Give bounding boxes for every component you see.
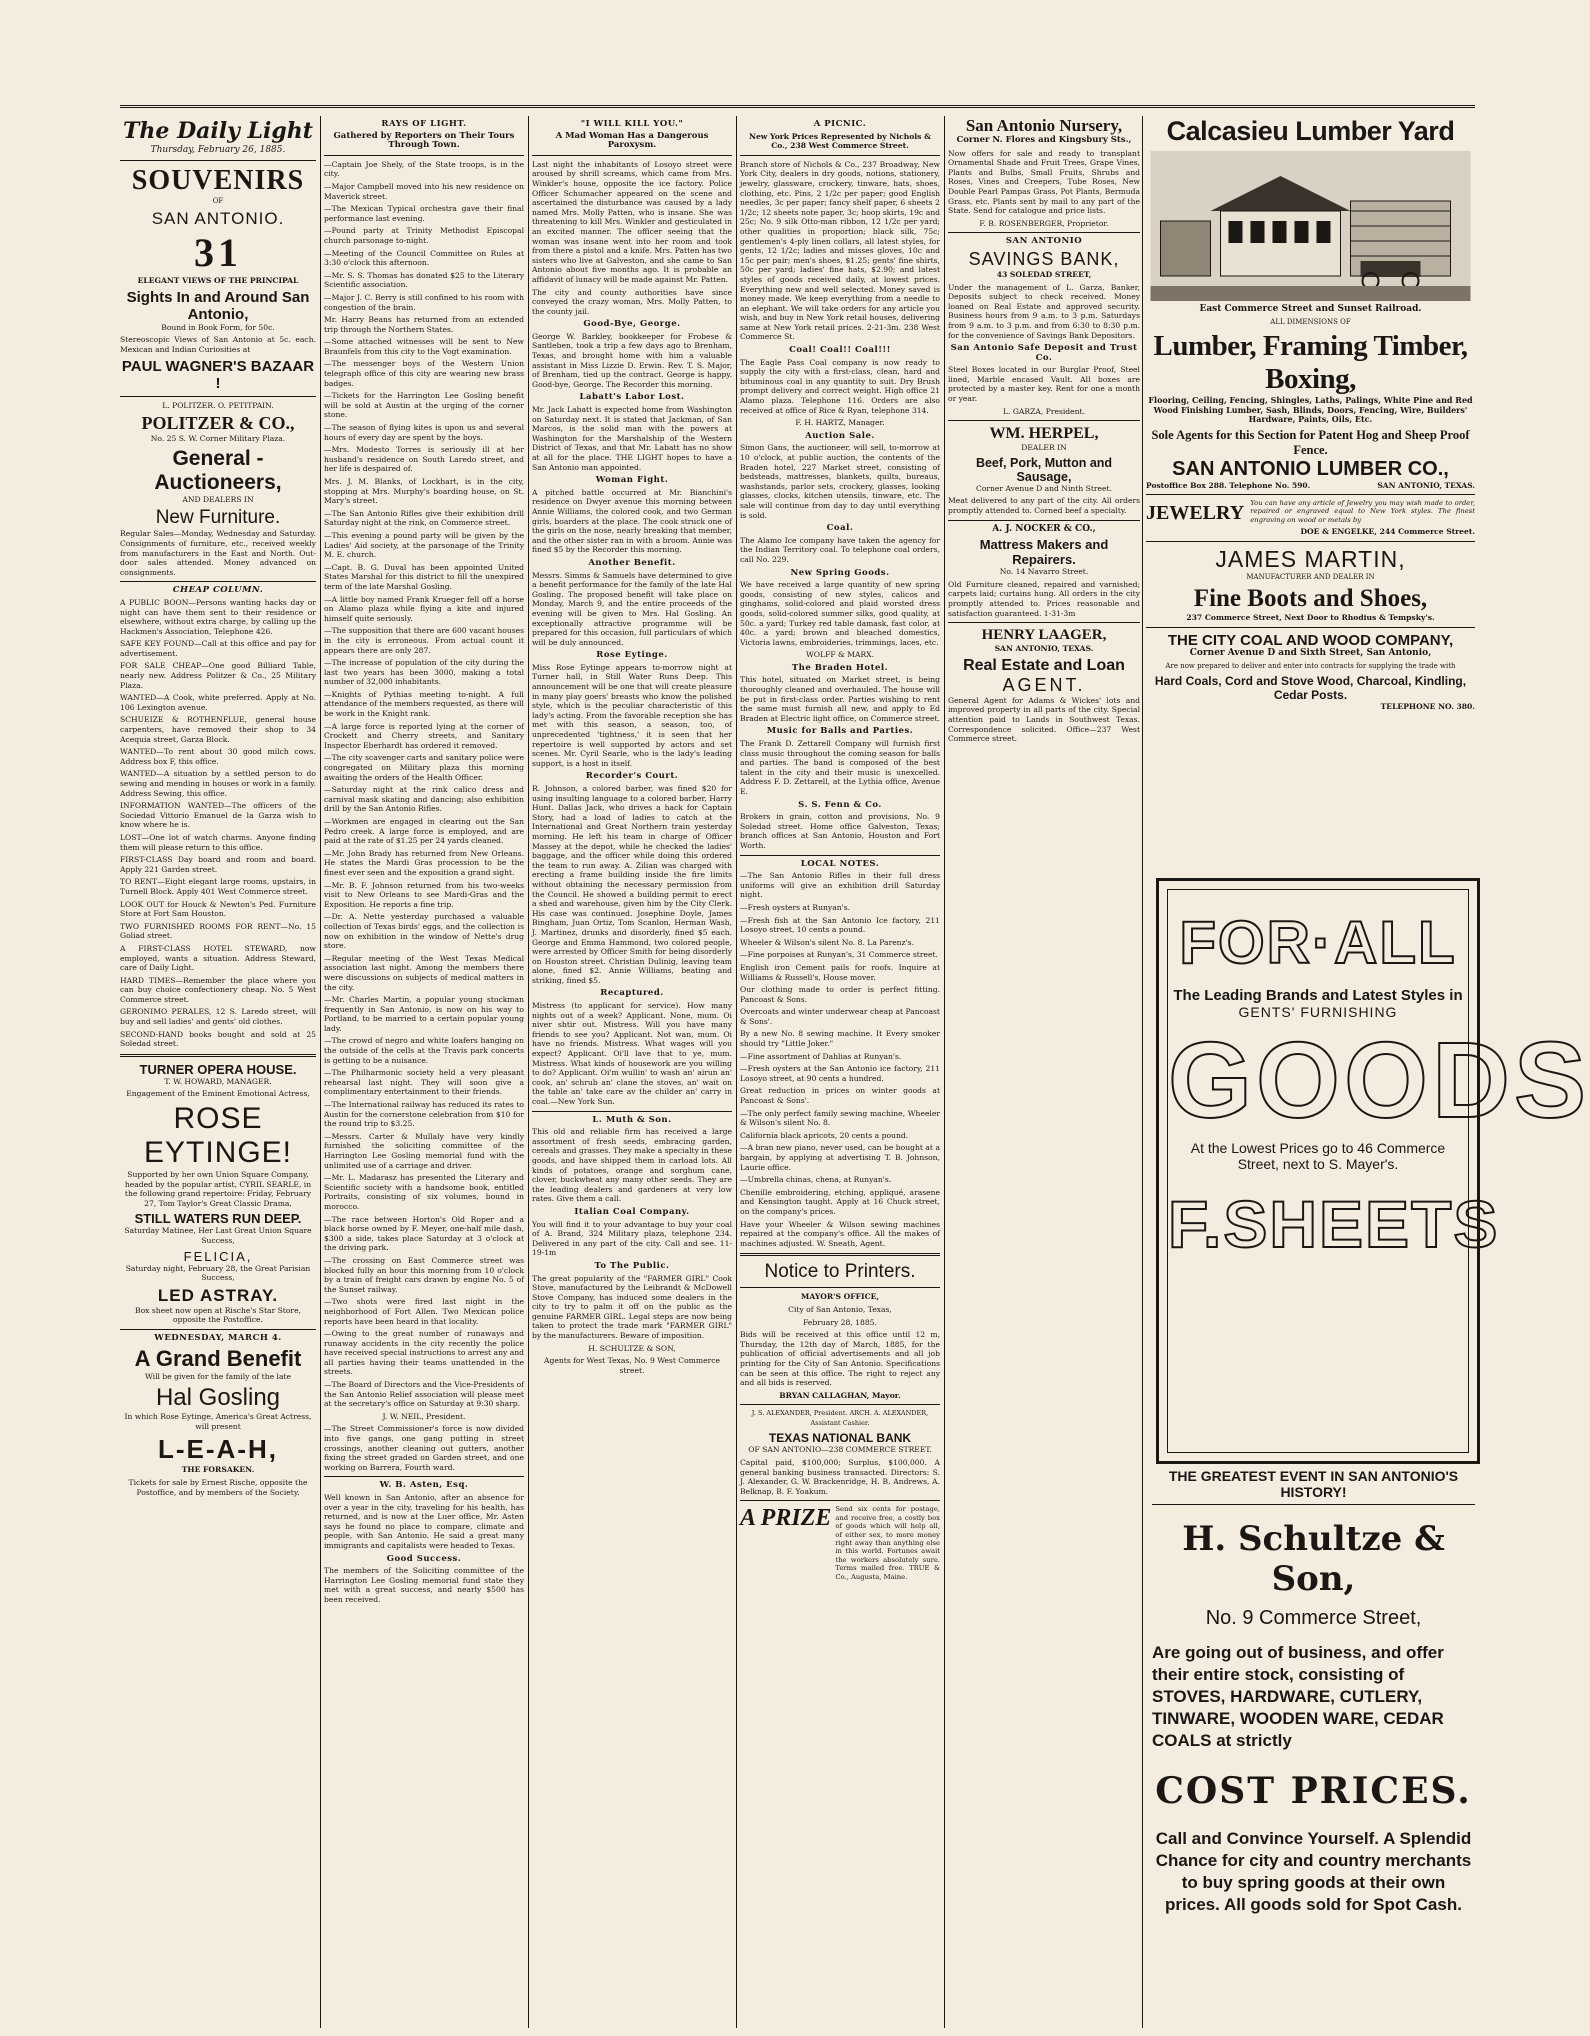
prize-title: A PRIZE — [740, 1505, 832, 1532]
muth-body: This old and reliable firm has received a large assortment of fresh seeds, embracing garden, cereals and grasses. They make a specialty in these goods, and have shipped them in carload lots. All kinds of potatoes, orange and sorghum cane, clover, buckwheat any many other seeds. They are the leading dealers and gardeners at very low rates. Give them a call. — [532, 1127, 732, 1204]
list-item: By a new No. 8 sewing machine. It Every smoker should try "Little Joker." — [740, 1029, 940, 1049]
sheets-advertisement — [1156, 878, 1590, 1464]
fenn-body: Brokers in grain, cotton and provisions, No. 9 Soledad street. Home office Galveston, Texas; branch offices at San Antonio, Houston and Fort Worth. — [740, 812, 940, 850]
safe-deposit-body: Steel Boxes located in our Burglar Proof, Steel lined, Marble encased Vault. All boxes are protected by a master key. Rent for one a month or year. — [948, 365, 1140, 404]
supported-note: Supported by her own Union Square Company, headed by the popular artist, CYRIL SEARLE, in the following grand repertoire: Friday, February 27, Tom Taylor's Great Classic Drama, — [124, 1170, 312, 1208]
list-item: Have your Wheeler & Wilson sewing machines repaired at the company's office. All the makes of machines adjusted. W. Sneath, Agent. — [740, 1219, 940, 1248]
rose-head: Rose Eytinge. — [596, 650, 668, 661]
nursery-body: Now offers for sale and ready to transplant Ornamental Shade and Fruit Trees, Grape Vines, Plants and Bulbs, Small Fruits, Shrubs and Roses, Vines and Creepers, Tube Roses, New Double Pearl Pampas Grass, Pot Plants, Bermuda Grass, etc. Plants sent by mail to any part of the State. Send for catalogue and price lists. — [948, 148, 1140, 216]
sheets-title: F.SHEETS — [1168, 1187, 1500, 1261]
list-item: —Fine assortment of Dahlias at Runyan's. — [740, 1051, 902, 1061]
list-item: A FIRST-CLASS HOTEL STEWARD, now employed, wants a situation. Address Steward, care of Daily Light. — [120, 943, 316, 973]
list-item: TWO FURNISHED ROOMS FOR RENT—No. 15 Goliad street. — [120, 921, 316, 941]
savings-city: SAN ANTONIO — [1005, 236, 1083, 247]
list-item: —The International railway has reduced its rates to Austin for the cornerstone celebration from $10 for the round trip to $3.25. — [324, 1100, 524, 1129]
lumber-yard-engraving — [1146, 151, 1475, 301]
newspaper-page — [120, 105, 1590, 2028]
list-item: INFORMATION WANTED—The officers of the Sociedad Vittorio Emanuel de la Garza wish to know where he is. — [120, 801, 316, 830]
sole-agents: Sole Agents for this Section for Patent Hog and Sheep Proof Fence. — [1151, 427, 1470, 457]
list-item: WANTED—To rent about 30 good milch cows. Address box F, this office. — [120, 747, 316, 766]
martin-sub: MANUFACTURER AND DEALER IN — [1246, 572, 1375, 581]
list-item: —Two shots were fired last night in the neighborhood of Fort Allen. Two Mexican police reports have been heard in that locality. — [324, 1297, 524, 1326]
elegant-views: ELEGANT VIEWS OF THE PRINCIPAL — [137, 276, 299, 286]
list-item: —Mr. B. F. Johnson returned from his two-weeks visit to New Orleans to see Mardi-Gras and the Exposition. He reports a fine trip. — [324, 880, 524, 909]
muth-head: L. Muth & Son. — [592, 1114, 672, 1125]
fenn-head: S. S. Fenn & Co. — [798, 799, 882, 810]
beef-title: Beef, Pork, Mutton and Sausage, — [975, 455, 1113, 484]
column-1 — [120, 116, 316, 2028]
beef-body: Meat delivered to any part of the city. All orders promptly attended to. Corned beef a specialty. — [948, 496, 1140, 516]
ice-coal-head: Coal. — [826, 523, 854, 534]
sights-title: Sights In and Around San Antonio, — [126, 288, 310, 323]
schultze-title: H. Schultze & Son, — [1182, 1519, 1445, 1599]
nursery-signature: F. B. ROSENBERGER, Proprietor. — [979, 218, 1109, 228]
list-item: —A little boy named Frank Krueger fell off a horse on Alamo plaza while flying a kite and injured himself quite seriously. — [324, 594, 524, 623]
schultze-address: No. 9 Commerce Street, — [1205, 1607, 1422, 1629]
rays-items — [324, 160, 524, 1473]
list-item: SECOND-HAND books bought and sold at 25 Soledad street. — [120, 1029, 316, 1049]
herpel-dealer: DEALER IN — [1021, 443, 1067, 453]
tickets-note: Tickets for sale by Ernest Rische, opposite the Postoffice, and by members of the Society. — [128, 1477, 308, 1497]
list-item: —Dr. A. Nette yesterday purchased a valuable collection of Texas birds' eggs, and the collection is now on exhibition in the window of Nette's drug store. — [324, 912, 524, 951]
list-item: —A bran new piano, never used, can be bought at a bargain, by applying at advertising T. B. Johnson, Laurie office. — [740, 1143, 940, 1172]
list-item: Mr. Harry Beans has returned from an extended trip through the Northern States. — [324, 315, 524, 334]
partners: L. POLITZER. O. PETITPAIN. — [162, 400, 274, 410]
braden-head: The Braden Hotel. — [791, 662, 889, 673]
cost-prices: COST PRICES. — [1155, 1770, 1472, 1812]
schultze-agents: Agents for West Texas, No. 9 West Commerce street. — [544, 1356, 720, 1375]
sa-lumber-co-title: SAN ANTONIO LUMBER CO., — [1172, 457, 1449, 480]
list-item: —The San Antonio Rifles give their exhibition drill Saturday night at the rink, on Commerce street. — [324, 508, 524, 528]
will-kill-body-2: The city and county authorities have since conveyed the crazy woman, Mrs. Molly Patten, to the county jail. — [532, 287, 732, 316]
spring-signature: WOLFF & MARX. — [806, 650, 874, 660]
bank-address: OF SAN ANTONIO—238 COMMERCE STREET. — [748, 1445, 932, 1455]
list-item: Overcoats and winter underwear cheap at Pancoast & Sons'. — [740, 1007, 940, 1026]
bazaar-title: PAUL WAGNER'S BAZAAR ! — [121, 357, 315, 392]
mattress-address: No. 14 Navarro Street. — [999, 567, 1089, 577]
laager-title: HENRY LAAGER, — [981, 627, 1107, 644]
coal-co-address: Corner Avenue D and Sixth Street, San Antonio, — [1189, 647, 1432, 658]
wednesday-date: WEDNESDAY, MARCH 4. — [154, 1332, 282, 1343]
labatt-body: Mr. Jack Labatt is expected home from Washington on Saturday next. It is stated that Jackman, of San Marcos, is the solid man with the powers at Washington for the Marshalship of the Western District of Texas, and that Mr. Labatt has no show at all for the place. THE LIGHT hopes to have a San Antonio man appointed. — [532, 405, 732, 472]
goods-title: GOODS — [1168, 1019, 1590, 1140]
list-item: —Owing to the great number of runaways and runaway accidents in the city recently the police have received special instructions to arrest any and all parties having their teams unattended in the streets. — [324, 1329, 524, 1377]
still-waters-title: STILL WATERS RUN DEEP. — [134, 1211, 302, 1227]
bids-body: Bids will be received at this office until 12 m, Thursday, the 12th day of March, 1885, for the publication of official advertisements and all job printing for the City of San Antonio. Specifications can be seen at this office. The right to reject any and all bids is reserved. — [740, 1330, 940, 1388]
souvenirs-title: SOUVENIRS — [131, 164, 305, 196]
list-item: —A large force is reported lying at the corner of Crockett and Cherry streets, and Sanitary Inspector Eberhardt has ordered it removed. — [324, 721, 524, 750]
list-item: Mrs. J. M. Blanks, of Lockhart, is in the city, stopping at Mrs. Murphy's boarding house, on St. Mary's street. — [324, 477, 524, 506]
jewelry-title: JEWELRY — [1146, 501, 1245, 524]
list-item: California black apricots, 20 cents a pound. — [740, 1130, 909, 1140]
rose-eytinge-title: ROSE EYTINGE! — [143, 1102, 293, 1170]
woman-fight-head: Woman Fight. — [595, 475, 669, 486]
to-public-head: To The Public. — [594, 1260, 670, 1271]
bank-officers: J. S. ALEXANDER, President. ARCH. A. ALEXANDER, Assistant Cashier. — [751, 1409, 929, 1427]
recaptured-body: Mistress (to applicant for service). How many nights out of a week? Applicant. None, mum. Oi niver shtir out. Mistress. Will you have many friends to see you? Applicant. Not wan, mum. Oi have no friends. Mistress. What wages will you expect? Applicant. Oi'll lave that to ye, mum. Mistress. What kinds of housework are you willing to do? Applicant. Oi'm wullin' to wash an' airun an' cook, an' schrub an' clane the stoves, an' wait on the table an' take care av the childer an' carry in coal.—New York Sun. — [532, 1001, 732, 1106]
jewelry-firm: DOE & ENGELKE, 244 Commerce Street. — [1300, 527, 1475, 537]
leading-brands: The Leading Brands and Latest Styles in — [1173, 987, 1463, 1004]
list-item: A PUBLIC BOON—Persons wanting hacks day or night can have them sent to their residence or elsewhere, without extra charge, by calling up the Hackmen's Association, Telephone 426. — [120, 597, 316, 636]
spring-goods-head: New Spring Goods. — [790, 567, 890, 578]
safe-deposit-head: San Antonio Safe Deposit and Trust Co. — [950, 343, 1138, 363]
list-item: —Messrs. Carter & Mullaly have very kindly furnished the soliciting committee of the Harrington Lee Gosling memorial fund with the unlimited use of a carriage and driver. — [324, 1131, 524, 1170]
bound-note: Bound in Book Form, for 50c. — [161, 322, 275, 332]
list-item: SCHUEIZE & ROTHENFLUE, general house carpenters, have removed their shop to 34 Acequia street, Garza Block. — [120, 715, 316, 744]
list-item: —This evening a pound party will be given by the Ladies' Aid society, at the parsonage of the Trinity M. E. church. — [324, 530, 524, 560]
politzer-title: POLITZER & CO., — [141, 413, 295, 434]
schultze-body: Are going out of business, and offer their entire stock, consisting of STOVES, HARDWARE, CUTLERY, TINWARE, WOODEN WARE, CEDAR COALS at strictly — [1152, 1643, 1444, 1750]
beef-address: Corner Avenue D and Ninth Street. — [976, 483, 1112, 493]
savings-address: 43 SOLEDAD STREET, — [996, 269, 1092, 279]
hal-gosling-title: Hal Gosling — [155, 1384, 281, 1412]
printers-title: Notice to Printers. — [764, 1261, 916, 1283]
column-2 — [324, 116, 524, 2028]
mayor-signature: BRYAN CALLAGHAN, Mayor. — [779, 1390, 901, 1400]
italian-coal-body: You will find it to your advantage to buy your coal of A. Brand, 324 Military plaza, telephone 234. Delivered in any part of the city. Call and see. 11-19-1m — [532, 1219, 732, 1258]
good-success-head: Good Success. — [386, 1553, 462, 1564]
picnic-subhead: New York Prices Represented by Nichols & Co., 238 West Commerce Street. — [749, 131, 931, 151]
italian-coal-head: Italian Coal Company. — [574, 1206, 690, 1217]
martin-title: JAMES MARTIN, — [1215, 545, 1406, 572]
lumber-postoffice: Postoffice Box 288. Telephone No. 590. — [1146, 480, 1311, 490]
picnic-head: A PICNIC. — [813, 119, 867, 129]
list-item: Our clothing made to order is perfect fitting. Pancoast & Sons. — [740, 985, 940, 1004]
family-note: Will be given for the family of the late — [144, 1371, 292, 1381]
led-astray-title: LED ASTRAY. — [157, 1285, 279, 1305]
jewelry-body: You can have any article of Jewelry you may wish made to order, repaired or engraved equal to New York styles. The finest engraving on wood or metals by — [1250, 498, 1475, 524]
mattress-body: Old Furniture cleaned, repaired and varnished; carpets laid; curtains hung. All orders in the city promptly attended to. Prices reasonable and satisfaction guaranteed. 1-31-3m — [948, 579, 1140, 618]
list-item: LOST—One lot of watch charms. Anyone finding them will please return to this office. — [120, 832, 316, 852]
list-item: —Fine porpoises at Runyan's, 31 Commerce street. — [740, 950, 938, 960]
list-item: —Regular meeting of the West Texas Medical association last night. Among the members there were discussions on subjects of medical matters in the city. — [324, 953, 524, 992]
column-4 — [740, 116, 940, 2028]
list-item: —Knights of Pythias meeting to-night. A full attendance of the members requested, as there will be work in the Knight rank. — [324, 689, 524, 719]
calcasieu-title: Calcasieu Lumber Yard — [1166, 116, 1455, 146]
bank-title: TEXAS NATIONAL BANK — [768, 1431, 912, 1446]
list-item: —Fresh fish at the San Antonio Ice factory, 211 Losoyo street, 10 cents a pound. — [740, 915, 940, 935]
dealers-label: AND DEALERS IN — [182, 494, 254, 504]
column-5 — [948, 116, 1140, 2028]
coal-head: Coal! Coal!! Coal!!! — [789, 345, 891, 356]
woman-fight-body: A pitched battle occurred at Mr. Bianchini's residence on Dwyer avenue this morning between Annie Williams, the colored cook, and two German girls, boarders at the place. The cook struck one of the girls on the nose, nearly breaking that member, and the other sister ran in with a broom. Annie was fined $5 by the Recorder this morning. — [532, 487, 732, 555]
prize-body: Send six cents for postage, and receive free, a costly box of goods which will help all, of either sex, to more money right away than anything else in this world. Fortunes await the workers absolutely sure. Terms mailed free. TRUE & Co., Augusta, Maine. — [835, 1505, 940, 1581]
cheap-ads — [120, 598, 316, 1049]
list-item: LOOK OUT for Houck & Newton's Ped. Furniture Store at Fort Sam Houston. — [120, 899, 316, 919]
auction-head: Auction Sale. — [805, 430, 875, 441]
list-item: Great reduction in prices on winter goods at Pancoast & Sons'. — [740, 1086, 940, 1106]
cheap-column-head: CHEAP COLUMN. — [172, 585, 264, 596]
which-note: In which Rose Eytinge, America's Great Actress, will present — [124, 1412, 312, 1431]
list-item: —Mr. L. Madarasz has presented the Literary and Scientific society with a handsome book, entitled Portraits, consisting of six volumes, bound in morocco. — [324, 1173, 524, 1211]
asten-body: Well known in San Antonio, after an absence for over a year in the city, traveling for his health, has returned, and is now at the Luer office, Mr. Asten says he found no place to compare, climate and people, with San Antonio. He said a great many immigrants and capitalists were headed to Texas. — [324, 1493, 524, 1550]
list-item: —Some attached witnesses will be sent to New Braunfels from this city to the Vogt examination. — [324, 337, 524, 356]
agent-body: General Agent for Adams & Wickes' lots and improved property in all parts of the city. Special attention paid to Lands in Southwest Texas. Correspondence solicited. Office—237 West Commerce street. — [948, 695, 1140, 744]
box-sheet-note: Box sheet now open at Rische's Star Store, opposite the Postoffice. — [135, 1305, 301, 1325]
city-title: SAN ANTONIO. — [151, 209, 285, 229]
regular-sales: Regular Sales—Monday, Wednesday and Saturday. Consignments of furniture, etc., received weekly from manufacturers in the East and North. Out-door sales attended. Money advanced on consignments. — [120, 529, 316, 577]
flooring-list: Flooring, Ceiling, Fencing, Shingles, Laths, Palings, White Pine and Red Wood Finishing Lumber, Sash, Blinds, Doors, Fencing, Wire, Builders' Hardware, Paints, Oils, Etc. — [1148, 395, 1473, 425]
list-item: —The crowd of negro and white loafers hanging on the outside of the cells at the Travis park concerts is getting to be a nuisance. — [324, 1036, 524, 1065]
list-item: TO RENT—Eight elegant large rooms, upstairs, in Turnell Block. Apply 401 West Commerce street. — [120, 877, 316, 896]
list-item: —Mr. John Brady has returned from New Orleans. He states the Mardi Gras procession to be the finest ever seen and the exposition a grand sight. — [324, 848, 524, 877]
coal-co-title: THE CITY COAL AND WOOD COMPANY, — [1167, 631, 1454, 649]
list-item: —The only perfect family sewing machine, Wheeler & Wilson's silent No. 8. — [740, 1108, 940, 1128]
list-item: WANTED—A situation by a settled person to do sewing and mending in houses or work in a family. Address Sewing, this office. — [120, 769, 316, 798]
list-item: —Major J. C. Berry is still confined to his room with congestion of the brain. — [324, 292, 524, 312]
opera-title: TURNER OPERA HOUSE. — [139, 1061, 297, 1077]
column-3 — [532, 116, 732, 2028]
mattress-title: Mattress Makers and Repairers. — [979, 537, 1109, 568]
list-item: —The Philharmonic society held a very pleasant rehearsal last night. They will soon give a complimentary entertainment to their friends. — [324, 1068, 524, 1097]
list-item: —Major Campbell moved into his new residence on Maverick street. — [324, 181, 524, 201]
schultze-section — [1152, 1468, 1475, 1919]
rays-of-light-head: RAYS OF LIGHT. — [381, 119, 467, 129]
saturday-note: Saturday night, February 28, the Great Parisian Success, — [125, 1263, 311, 1283]
coal-signature: F. H. HARTZ, Manager. — [795, 418, 885, 428]
coal-telephone: TELEPHONE NO. 380. — [1380, 702, 1475, 712]
goodbye-head: Good-Bye, George. — [583, 319, 681, 330]
recaptured-head: Recaptured. — [600, 988, 664, 999]
list-item: HARD TIMES—Remember the place where you can buy choice confectionery cheap. No. 5 West Commerce street. — [120, 975, 316, 1004]
list-item: FOR SALE CHEAP—One good Billiard Table, nearly new. Address Politzer & Co., 25 Military Plaza. — [120, 661, 316, 690]
nursery-title: San Antonio Nursery, — [965, 116, 1123, 135]
list-item: J. W. NEIL, President. — [382, 1411, 466, 1421]
list-item: —The increase of population of the city during the last two years has been 3000, making a total number of 32,000 inhabitants. — [324, 658, 524, 687]
list-item: SAFE KEY FOUND—Call at this office and pay for advertisement. — [120, 639, 316, 658]
will-kill-subhead: A Mad Woman Has a Dangerous Paroxysm. — [555, 130, 709, 151]
list-item: —The race between Horton's Old Roper and a black horse owned by F. Meyer, one-half mile dash, $300 a side, takes place Saturday at 3 o'clock at the driving park. — [324, 1214, 524, 1253]
coal-goods: Hard Coals, Cord and Stove Wood, Charcoal, Kindling, Cedar Posts. — [1154, 674, 1467, 703]
list-item: —The Street Commissioner's force is now divided into five gangs, one gang putting in street crossings, another cleaning out gutters, another fixing the street graded on Garden street, and one working on Barrera, Fourth ward. — [324, 1424, 524, 1472]
stereo-note: Stereoscopic Views of San Antonio at 5c. each. Mexican and Indian Curiosities at — [120, 335, 316, 354]
lumber-city: SAN ANTONIO, TEXAS. — [1377, 480, 1475, 490]
ice-coal-body: The Alamo Ice company have taken the agency for the Indian Territory coal. To telephone coal orders, call No. 229. — [740, 535, 940, 564]
will-kill-body: Last night the inhabitants of Losoyo street were aroused by shrill screams, which came from Mrs. Winkler's house, opposite the ice factory. Police Officer Schumacher appeared on the scene and ascertained the disturbance was caused by a lady named Mrs. Molly Patten, who is insane. She was threatening to kill Mrs. Winkler and gesticulated in an excited manner. The officer seeing that the woman was insane went into her room and took from there a pistol and a knife. Mrs. Patten has two sisters who live at Galveston, and she came to San Antonio about five months ago. It is probable an affidavit of lunacy will be made against Mr. Patten. — [532, 159, 732, 284]
list-item: FIRST-CLASS Day board and room and board. Apply 221 Garden street. — [120, 855, 316, 874]
list-item: —Capt. B. G. Duval has been appointed United States Marshal for this district to fill the unexpired term of the late Marshal Gosling. — [324, 562, 524, 591]
recorder-body: R. Johnson, a colored barber, was fined $20 for using insulting language to a colored barber, Harry Hunt. Dallas Jack, who drives a hack for Captain Story, had a load of ladies to catch at the International and Great Northern train yesterday morning. He left his team in charge of Officer Massey at the depot, while he checked the ladies' baggage, and the officer while doing this ordered the team to run away. A. Zilian was charged with erecting a frame building inside the fire limits without obtaining the necessary permission from the Council. He showed a building permit to erect a shed and warehouse, given him by the City Clerk. His case was continued. Josephine Doyle, James Bingham, Juan Ortiz, Tom Scanlon, Herman Wash, J. Martinez, drunks and disorderly, fined $5 each. George and Emma Hammond, two colored people, were arrested by Officer Smith for being disorderly on Houston street. Christian Dulinig, leaving team alone, fined $2. Annie Williams, beating and striking, fined $5. — [532, 784, 732, 985]
list-item: —The Board of Directors and the Vice-Presidents of the San Antonio Relief association will please meet at the secretary's office on Saturday at 9:30 sharp. — [324, 1380, 524, 1409]
savings-body: Under the management of L. Garza, Banker, Deposits subject to check received. Money loaned on Real Estate and approved security. Business hours from 9 a.m. to 3 p.m. Saturdays from 9 a.m. to 3 p.m. and from 6:30 to 8:30 p.m. for the convenience of Savings Bank Depositors. — [948, 282, 1140, 340]
to-public-body: The great popularity of the "FARMER GIRL" Cook Stove, manufactured by the Leibrandt & McDowell Stove Company, has induced some dealers in the city to try to palm it off on the public as the genuine FARMER GIRL. Legal steps are now being taken to protect the trade mark "FARMER GIRL" by the manufacturers. Beware of imposition. — [532, 1273, 732, 1341]
coal-co-body: Are now prepared to deliver and enter into contracts for supplying the trade with — [1165, 661, 1456, 670]
greatest-event: THE GREATEST EVENT IN SAN ANTONIO'S HISTORY! — [1168, 1468, 1459, 1500]
list-item: Wheeler & Wilson's silent No. 8. La Parenz's. — [740, 937, 914, 947]
mayor-city: City of San Antonio, Texas, — [788, 1304, 892, 1314]
list-item: —Umbrella chinas, chena, at Runyan's. — [740, 1175, 892, 1185]
asten-head: W. B. Asten, Esq. — [379, 1480, 469, 1491]
list-item: —The messenger boys of the Western Union telegraph office of this city are wearing new brass badges. — [324, 359, 524, 388]
list-item: —Tickets for the Harrington Lee Gosling benefit will be sold at Austin at the urging of the corner stone. — [324, 391, 524, 420]
goodbye-body: George W. Barkley, bookkeeper for Frobese & Santleben, took a trip a few days ago to Brenham, Texas, and brought home with him a valuable assistant in Miss Lizzie D. Erwin. Rev. T. S. Major, of Brenham, tied up the contract. George is happy. Good-bye, George. The Recorder this morning. — [532, 331, 732, 389]
nursery-address: Corner N. Flores and Kingsbury Sts., — [956, 135, 1132, 145]
nocker-firm: A. J. NOCKER & CO., — [992, 523, 1096, 534]
dimensions-label: ALL DIMENSIONS OF — [1270, 317, 1351, 326]
list-item: —Captain Joe Shely, of the State troops, is in the city. — [324, 159, 524, 179]
list-item: —Mr. Charles Martin, a popular young stockman frequently in San Antonio, is now on his way to Portland, to be married to a certain popular young lady. — [324, 995, 524, 1033]
politzer-address: No. 25 S. W. Corner Military Plaza. — [150, 434, 286, 444]
laager-city: SAN ANTONIO, TEXAS. — [994, 644, 1094, 654]
issue-date: Thursday, February 26, 1885. — [150, 145, 286, 155]
good-success-body: The members of the Soliciting committee of the Harrington Lee Gosling memorial fund state they met with a great success, and nearly $500 has been received. — [324, 1566, 524, 1604]
list-item: —Fresh oysters at Runyan's. — [740, 902, 851, 912]
list-item: —Pound party at Trinity Methodist Episcopal church parsonage to-night. — [324, 226, 524, 245]
mayor-date: February 28, 1885. — [803, 1317, 877, 1327]
auction-body: Simon Gans, the auctioneer, will sell, to-morrow at 10 o'clock, at public auction, the contents of the Braden hotel, 227 Market street, consisting of bedsteads, mattresses, blankets, quilts, bureaus, washstands, parlor sets, crockery, glasses, looking glasses, clocks, kitchen utensils, tinware, etc. The sale will continue from day to day until everything is sold. — [740, 443, 940, 520]
safe-signature: L. GARZA, President. — [1003, 406, 1085, 416]
another-benefit-body: Messrs. Simms & Samuels have determined to give a benefit performance for the family of the late Hal Gosling. The proposed benefit will take place on Monday, March 9, and the entire proceeds of the evening will be given to Mrs. Hal Gosling. An exceptionally attractive programme will be prepared for this occasion, full particulars of which will be duly announced. — [532, 570, 732, 647]
savings-title: SAVINGS BANK, — [968, 248, 1120, 269]
herpel-title: WM. HERPEL, — [989, 425, 1099, 443]
masthead: The Daily Light — [123, 118, 313, 144]
list-item: —Workmen are engaged in clearing out the San Pedro creek. A large force is employed, and are paid at the rate of $1.25 per 24 yards cleaned. — [324, 817, 524, 846]
list-item: —Mrs. Modesto Torres is seriously ill at her husband's residence on South Laredo street, and her life is despaired of. — [324, 445, 524, 474]
of-label: OF — [212, 196, 224, 205]
music-body: The Frank D. Zettarell Company will furnish first class music throughout the coming season for balls and parties. The band is composed of the best talent in the city and their music is unexcelled. Address F. D. Zettarell, at the Lythia office, Avenue E. — [740, 739, 940, 796]
views-count: 31 — [194, 230, 242, 276]
engraving-caption: East Commerce Street and Sunset Railroad. — [1199, 304, 1422, 314]
list-item: WANTED—A Cook, white preferred. Apply at No. 106 Lexington avenue. — [120, 693, 316, 712]
realestate-title: Real Estate and Loan — [963, 656, 1125, 674]
forsaken-subtitle: THE FORSAKEN. — [181, 1465, 255, 1475]
spring-goods-body: We have received a large quantity of new spring goods, consisting of new styles, calicos and ginghams, solid-colored and plaid worsted dress goods, solid-colored summer silks, good quality, at 50c. a yard; Turkey red table damask, fast color, at 40c. a yard; brown and bleached domestics, Victoria lawns, embroideries, trimmings, laces, etc. — [740, 580, 940, 647]
list-item: —The supposition that there are 600 vacant houses in the city is erroneous. From actual count it appears there are only 287. — [324, 626, 524, 655]
local-notes-head: LOCAL NOTES. — [800, 858, 880, 869]
list-item: —Saturday night at the rink calico dress and carnival mask skating and dancing; also exhibition drill by the San Antonio Rifles. — [324, 785, 524, 814]
matinee-note: Saturday Matinee, Her Last Great Union Square Success, — [124, 1226, 312, 1245]
list-item: —The Mexican Typical orchestra gave their final performance last evening. — [324, 204, 524, 223]
labatt-head: Labatt's Labor Lost. — [579, 392, 685, 403]
recorder-head: Recorder's Court. — [585, 771, 679, 782]
opera-manager: T. W. HOWARD, MANAGER. — [164, 1076, 272, 1086]
schultze-signature: H. SCHULTZE & SON, — [588, 1343, 676, 1353]
list-item: —Mr. S. S. Thomas has donated $25 to the Literary Scientific association. — [324, 270, 524, 290]
will-kill-head: "I WILL KILL YOU." — [580, 119, 684, 129]
list-item: —The crossing on East Commerce street was blocked fully an hour this morning from 10 o'clock by a train of freight cars drawn by engine No. 5 of the Sunset railway. — [324, 1255, 524, 1294]
list-item: —Meeting of the Council Committee on Rules at 3:30 o'clock this afternoon. — [324, 248, 524, 268]
rose-body: Miss Rose Eytinge appears to-morrow night at Turner hall, in Still Water Runs Deep. This announcement will be one that will create pleasure in many play goers' breasts who know the polished style, which is the peculiar characteristic of this lady's acting. From the favorable reception she has met with this season, a season, too, of unprecedented 'tightness,' it is seen that her repertoire is well supported by actors and set scenes. Mr. Cyril Searle, who is the lady's leading support, is a host in itself. — [532, 662, 732, 768]
agent-title: AGENT. — [1002, 674, 1086, 695]
schultze-call: Call and Convince Yourself. A Splendid Chance for city and country merchants to buy spring goods at their own prices. All goods sold for Spot Cash. — [1155, 1829, 1472, 1914]
furniture-title: New Furniture. — [155, 507, 281, 529]
list-item: —The San Antonio Rifles in their full dress uniforms will give an exhibition drill Saturday night. — [740, 871, 940, 900]
list-item: —The season of flying kites is upon us and several hours of every day are spent by the boys. — [324, 423, 524, 442]
boots-address: 237 Commerce Street, Next Door to Rhodius & Tempsky's. — [1186, 613, 1435, 623]
coal-body: The Eagle Pass Coal company is now ready to supply the city with a first-class, clean, hard and bituminous coal in any quantity to suit. Dry Brush prompt delivery and correct weight. High office 21 Alamo plaza. Telephone 116. Orders are also received at office of Rice & Ryan, telephone 314. — [740, 357, 940, 415]
for-all-title: FOR·ALL — [1179, 909, 1457, 976]
engagement-note: Engagement of the Eminent Emotional Actress, — [126, 1089, 310, 1099]
mayor-office: MAYOR'S OFFICE, — [800, 1292, 880, 1302]
picnic-body: Branch store of Nichols & Co., 237 Broadway, New York City, dealers in dry goods, notions, stationery, jewelry, glassware, crockery, tinware, hats, shoes, clothing, etc. Pins, 2 1/2c per paper; good English needles, 3c per paper; fancy shelf paper, 6 sheets 2 1/2c; 12 sheets note paper, 3c; hoop skirts, 19c and 25c; No. 9 silk Otto-man ribbon, 12 1/2c per yard; other qualities in proportion; black silk, 75c; gentlemen's 4-ply linen collars, all latest styles, for gents, 12 1/2c; ladies and misses gloves, 10c and 15c per pair; men's shoes, $1.25; gents' fine shirts, 50c per yard; ladies' fine hats, $2.90; and latest styles of goods received daily, at lowest prices. Everything new and well selected. Money saved is money made. We keep everything from a needle to an elephant. We will take orders for any article you wish, and buy in New York retail houses, delivering same at New York retail prices. 2-21-3m. 238 West Commerce St. — [740, 159, 940, 342]
list-item: —The city scavenger carts and sanitary police were congregated on Military plaza this morning awaiting the orders of the Health Officer. — [324, 753, 524, 782]
another-benefit-head: Another Benefit. — [588, 557, 676, 568]
list-item: —Fresh oysters at the San Antonio ice factory, 211 Losoyo street, at 90 cents a hundred. — [740, 1064, 940, 1083]
grand-benefit-title: A Grand Benefit — [134, 1345, 302, 1371]
bank-body: Capital paid, $100,000; Surplus, $100,000. A general banking business transacted. Directors: S. J. Alexander, G. W. Brackenridge, H. B. Andrews, A. Belknap, B. F. Yoakum. — [740, 1458, 940, 1496]
rays-subhead: Gathered by Reporters on Their Tours Through Town. — [333, 130, 515, 151]
lumber-title: Lumber, Framing Timber, Boxing, — [1153, 330, 1468, 396]
lowest-prices: At the Lowest Prices go to 46 Commerce Street, next to S. Mayer's. — [1190, 1140, 1446, 1172]
gents-furnishing: GENTS' FURNISHING — [1238, 1004, 1398, 1020]
list-item: Chenille embroidering, etching, appliqué, arasene and Kensington taught. Apply at 16 Chuck street, on the company's prices. — [740, 1187, 940, 1216]
boots-title: Fine Boots and Shoes, — [1193, 585, 1428, 613]
local-notes — [740, 871, 940, 1248]
leah-title: L-E-A-H, — [158, 1434, 278, 1465]
felicia-title: FELICIA, — [183, 1248, 253, 1264]
list-item: English iron Cement pails for roofs. Inquire at Williams & Russell's, House mover. — [740, 962, 940, 982]
braden-body: This hotel, situated on Market street, is being thoroughly cleaned and overhauled. The house will be put in first-class order. Parties wishing to rent the same must furnish all new, and apply to Ed Braden at Electric light office, on Commerce street. — [740, 675, 940, 723]
music-head: Music for Balls and Parties. — [766, 726, 914, 737]
auctioneers-title: General - Auctioneers, — [154, 446, 282, 494]
list-item: GERONIMO PERALES, 12 S. Laredo street, will buy and sell ladies' and gents' old clothes. — [120, 1007, 316, 1027]
